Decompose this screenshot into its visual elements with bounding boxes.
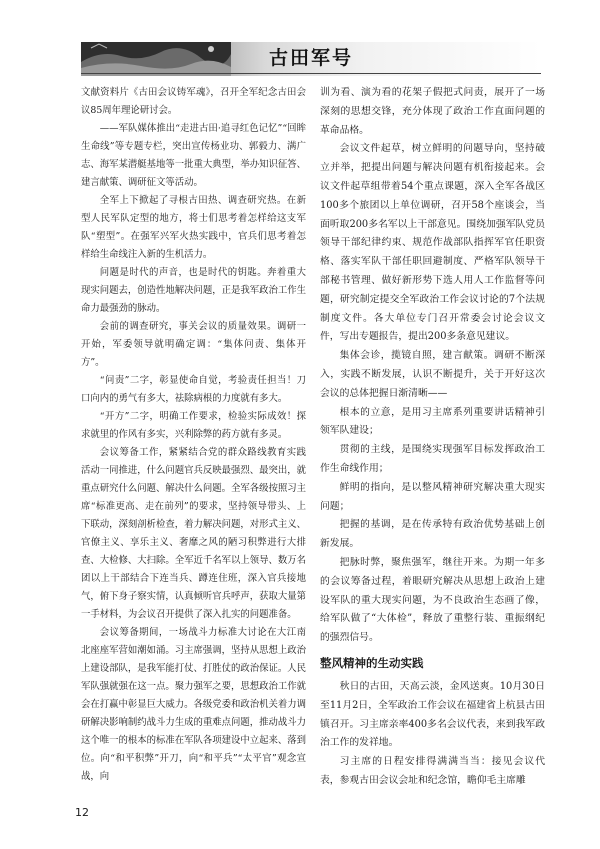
paragraph: 把脉时弊，聚焦强军，继往开来。为期一年多的会议筹备过程，着眼研究解决从思想上政治上建设军队的重大现实问题，为不良政治生态画了像，给军队做了“大体检”，释放了重整行装、重振纲纪的强烈信号。 <box>320 556 545 644</box>
paragraph: 集体会诊，揽镜自照，建言献策。调研不断深入，实践不断发展，认识不断提升，关于开好这次会议的总体把握日渐清晰—— <box>320 350 545 399</box>
paragraph: 会议筹备期间，一场战斗力标准大讨论在大江南北座座军营如潮如涌。习主席强调，坚持从思想上政治上建设部队，是我军能打仗、打胜仗的政治保证。人民军队强就强在这一点。聚力强军之要，思想政治工作就会在打赢中彰显巨大威力。各级党委和政治机关着力调研解决影响制约战斗力生成的重难点问题，推动战斗力这个唯一的根本的标准在军队各项建设中立起来、落到位。向“和平积弊”开刀，向“和平兵”“太平官”观念宣战，向 <box>81 627 307 782</box>
paragraph: 鲜明的指向，是以整风精神研究解决重大现实问题； <box>320 481 545 512</box>
paragraph: 文献资料片《古田会议铸军魂》，召开全军纪念古田会议85周年理论研讨会。 <box>81 87 306 116</box>
paragraph: 会议文件起草，树立鲜明的问题导向，坚持破立并举，把提出问题与解决问题有机衔接起来。会议文件起草组带着54个重点课题，深入全军各战区100多个旅团以上单位调研，召开58个座谈会，当面听取200多名军以上干部意见。围绕加强军队党员领导干部纪律约束、规范作战部队指挥军官任职资格、落实军队干部任职回避制度、严格军队领导干部秘书管理、做好新形势下选人用人工作监督等问题，研究制定提交全军政治工作会议讨论的7个法规制度文件。各大单位专门召开常委会讨论会议文件，写出专题报告，提出200多条意见建议。 <box>320 143 545 343</box>
paragraph: 根本的立意，是用习主席系列重要讲话精神引领军队建设； <box>320 406 545 437</box>
right-text-column <box>320 84 545 791</box>
page-header-banner <box>81 42 541 76</box>
paragraph: 会议筹备工作，紧紧结合党的群众路线教育实践活动一同推进，什么问题官兵反映最强烈、最突出，就重点研究什么问题、解决什么问题。全军各级按照习主席“标准更高、走在前列”的要求，坚持领导带头、上下联动，深刻剖析检查，着力解决问题，对形式主义、官僚主义、享乐主义、奢靡之风的陋习积弊进行大排查、大检修、大扫除。全军近千名军以上领导、数万名团以上干部结合下连当兵、蹲连住班，深入官兵接地气，俯下身子察实情，认真倾听官兵呼声，获取大量第一手材料，为会议召开提供了深入扎实的问题准备。 <box>81 447 307 620</box>
paragraph: 秋日的古田，天高云淡，金风送爽。10月30日至11月2日，全军政治工作会议在福建省上杭县古田镇召开。习主席亲率400多名会议代表，来到我军政治工作的发祥地。 <box>320 680 545 749</box>
paragraph: “开方”二字，明确工作要求，检验实际成效！探求就里的作风有多实，兴利除弊的药方就有多灵。 <box>81 411 306 440</box>
section-heading: 整风精神的生动实践 <box>320 655 424 670</box>
landscape-banner-image <box>81 42 231 76</box>
page-number: 12 <box>75 806 89 819</box>
paragraph: 会前的调查研究，事关会议的质量效果。调研一开始，军委领导就明确定调：“集体问责、集体开方”。 <box>81 321 306 368</box>
paragraph: 训为看、演为看的花架子假把式问责，展开了一场深刻的思想交锋，充分体现了政治工作直面问题的革命品格。 <box>320 87 545 136</box>
paragraph: 问题是时代的声音，也是时代的钥匙。奔着重大现实问题去，创造性地解决问题，正是我军政治工作生命力最强劲的脉动。 <box>81 267 307 314</box>
paragraph: 习主席的日程安排得满满当当：接见会议代表，参观古田会议会址和纪念馆，瞻仰毛主席雕 <box>320 756 545 786</box>
paragraph: “问责”二字，彰显使命自觉，考验责任担当！刀口向内的勇气有多大，祛除病根的力度就有多大。 <box>81 375 306 404</box>
paragraph: 贯彻的主线，是围绕实现强军目标发挥政治工作生命线作用； <box>320 444 545 474</box>
paragraph: 全军上下掀起了寻根古田热、调查研究热。在新型人民军队定型的地方，将士们思考着怎样给这支军队“塑型”。在强军兴军火热实践中，官兵们思考着怎样给生命线注入新的生机活力。 <box>81 195 306 260</box>
left-text-column <box>81 84 306 786</box>
paragraph: ——军队媒体推出“走进古田·追寻红色记忆”“回眸生命线”等专题专栏，突出宣传杨业功、郭毅力、满广志、海军某潜艇基地等一批重大典型，举办知识征答、建言献策、调研征文等活动。 <box>81 123 307 188</box>
header-divider <box>81 73 541 74</box>
paragraph: 把握的基调，是在传承特有政治优势基础上创新发展。 <box>320 519 545 550</box>
magazine-section-title: 古田军号 <box>269 47 354 69</box>
